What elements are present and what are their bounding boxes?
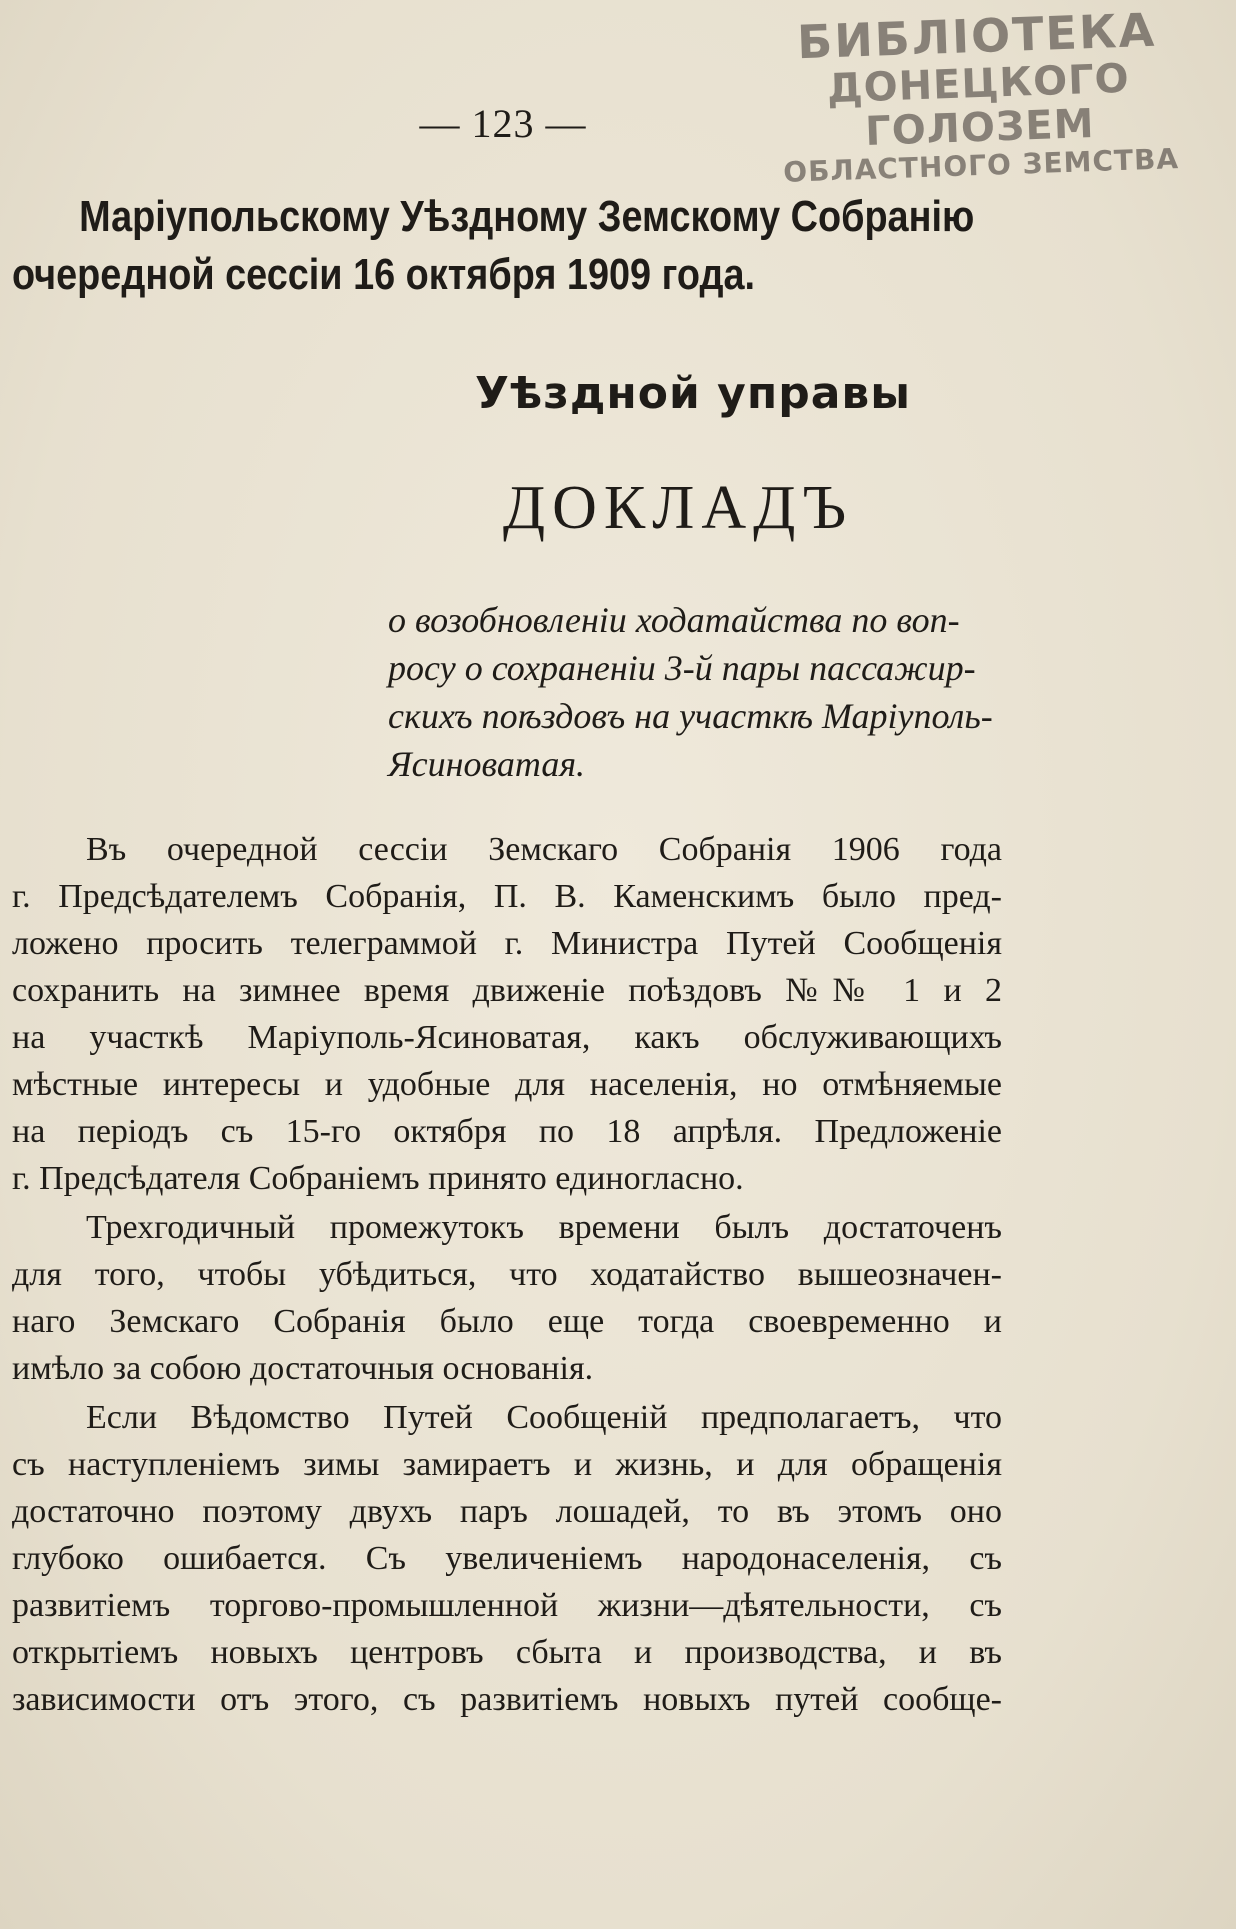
topic-line: скихъ поѣздовъ на участкѣ Маріуполь-: [388, 696, 993, 736]
stamp-line: БИБЛІОТЕКА: [796, 2, 1158, 70]
stamp-line: ОБЛАСТНОГО ЗЕМСТВА: [782, 142, 1180, 189]
report-topic: [388, 596, 1008, 788]
topic-line: о возобновленіи ходатайства по воп-: [388, 600, 960, 640]
body-line: съ наступленіемъ зимы замираетъ и жизнь, и для обращенія: [12, 1446, 1002, 1483]
body-line: Трехгодичный промежутокъ времени былъ достаточенъ: [86, 1209, 1002, 1246]
title-line-1: Маріупольскому Уѣздному Земскому Собранію: [79, 192, 975, 241]
body-line: открытіемъ новыхъ центровъ сбыта и производства, и въ: [12, 1634, 1002, 1671]
body-line: мѣстные интересы и удобные для населенія, но отмѣняемые: [12, 1066, 1002, 1103]
body-line: на участкѣ Маріуполь-Ясиноватая, какъ обслуживающихъ: [12, 1019, 1002, 1056]
body-line: для того, чтобы убѣдиться, что ходатайство вышеозначен-: [12, 1256, 1002, 1293]
body-line: Если Вѣдомство Путей Сообщеній предполагаетъ, что: [86, 1399, 1002, 1436]
stamp-line: ДОНЕЦКОГО ГОЛОЗЕМ: [826, 55, 1131, 155]
library-stamp: [726, 1, 1230, 189]
body-line: зависимости отъ этого, съ развитіемъ новыхъ путей сообще-: [12, 1681, 1002, 1718]
topic-line: росу о сохраненіи 3-й пары пассажир-: [388, 648, 976, 688]
body-line: г. Предсѣдателя Собраніемъ принято единогласно.: [12, 1160, 744, 1197]
body-line: развитіемъ торгово-промышленной жизни—дѣятельности, съ: [12, 1587, 1002, 1624]
body-line: на періодъ съ 15-го октября по 18 апрѣля. Предложеніе: [12, 1113, 1002, 1150]
body-line: г. Предсѣдателемъ Собранія, П. В. Каменскимъ было пред-: [12, 878, 1002, 915]
body-line: сохранить на зимнее время движеніе поѣздовъ №№ 1 и 2: [12, 972, 1002, 1009]
body-text: [12, 826, 1012, 1723]
topic-line: Ясиноватая.: [388, 744, 586, 784]
title-line-2: очередной сессіи 16 октября 1909 года.: [12, 250, 756, 299]
body-line: наго Земскаго Собранія было еще тогда своевременно и: [12, 1303, 1002, 1340]
document-heading: ДОКЛАДЪ: [502, 474, 854, 542]
body-line: Въ очередной сессіи Земскаго Собранія 1906 года: [86, 831, 1002, 868]
page-number: — 123 —: [419, 101, 587, 146]
document-title: [12, 188, 975, 304]
document-subtitle: Уѣздной управы: [474, 368, 912, 419]
body-line: ложено просить телеграммой г. Министра Путей Сообщенія: [12, 925, 1002, 962]
body-line: имѣло за собою достаточныя основанія.: [12, 1350, 594, 1387]
body-line: глубоко ошибается. Съ увеличеніемъ народонаселенія, съ: [12, 1540, 1002, 1577]
body-line: достаточно поэтому двухъ паръ лошадей, то въ этомъ оно: [12, 1493, 1002, 1530]
